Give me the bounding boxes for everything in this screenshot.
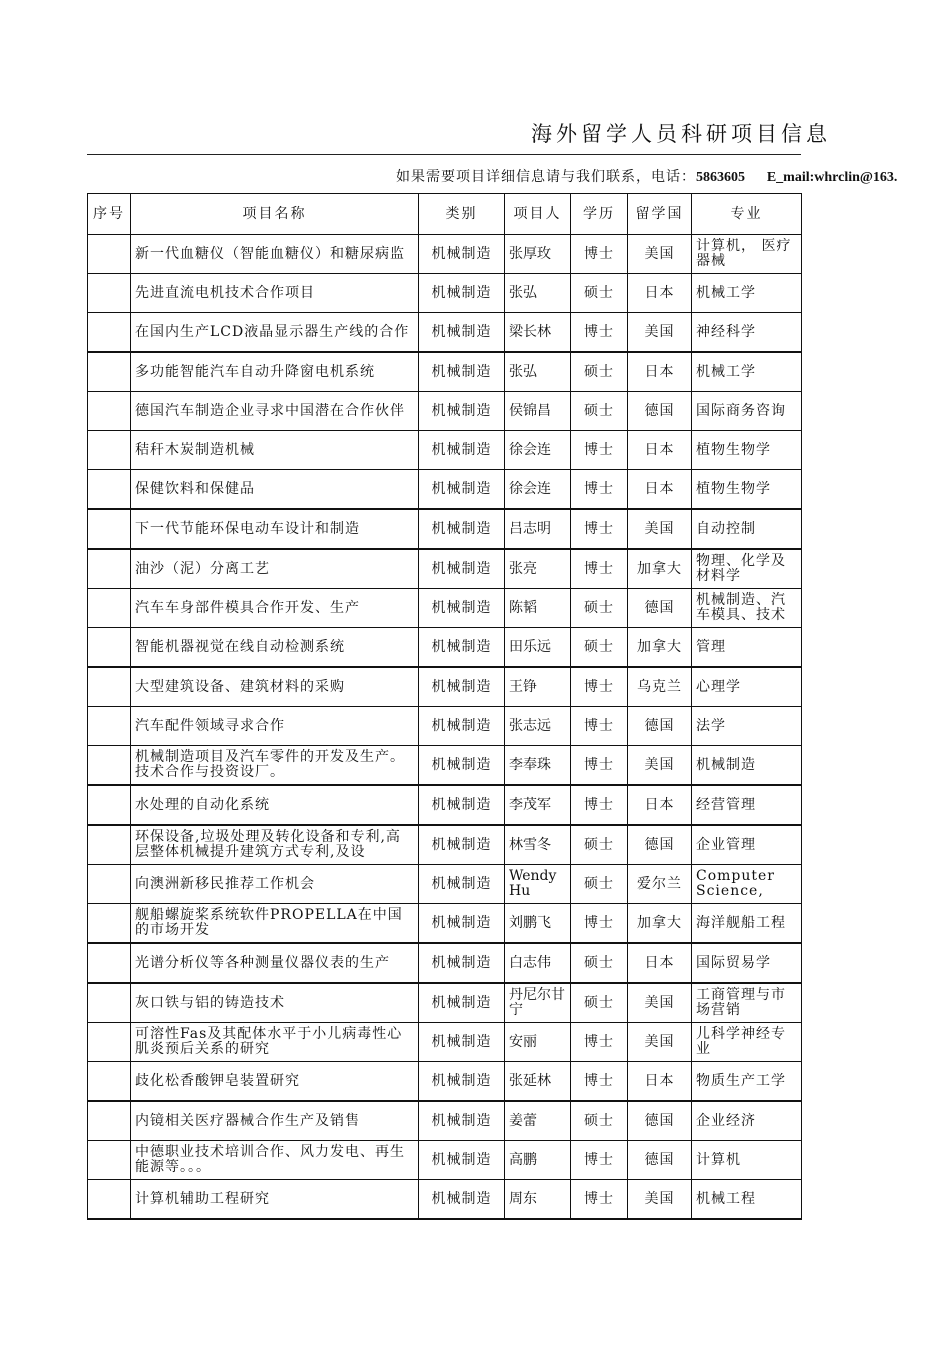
table-row [88,943,802,983]
category-cell: 机械制造 [419,1023,505,1062]
degree-cell: 硕士 [571,392,628,431]
contact-line [396,166,897,186]
major-cell: Computer Science, [692,865,802,904]
major-cell: 物理、化学及材料学 [692,549,802,589]
index-cell [88,1101,131,1141]
country-cell: 美国 [628,313,692,353]
degree-cell: 硕士 [571,865,628,904]
person-cell: 陈韬 [505,589,571,628]
index-cell [88,509,131,549]
category-cell: 机械制造 [419,825,505,865]
category-cell: 机械制造 [419,707,505,746]
contact-phone: 5863605 [696,170,745,185]
table-row [88,865,802,904]
person-cell: 吕志明 [505,509,571,549]
project-name-cell: 向澳洲新移民推荐工作机会 [131,865,419,904]
project-name-cell: 油沙（泥）分离工艺 [131,549,419,589]
category-cell: 机械制造 [419,746,505,786]
contact-text: 如果需要项目详细信息请与我们联系，电话： [396,169,696,185]
project-name-cell: 先进直流电机技术合作项目 [131,274,419,313]
category-cell: 机械制造 [419,904,505,944]
major-cell: 儿科学神经专业 [692,1023,802,1062]
person-cell: 徐会连 [505,431,571,470]
person-cell: 侯锦昌 [505,392,571,431]
country-cell: 德国 [628,392,692,431]
index-cell [88,1062,131,1102]
country-cell: 德国 [628,1101,692,1141]
index-cell [88,667,131,707]
degree-cell: 硕士 [571,628,628,668]
project-name-cell: 德国汽车制造企业寻求中国潜在合作伙伴 [131,392,419,431]
project-table [87,193,802,1220]
project-name-cell: 秸秆木炭制造机械 [131,431,419,470]
country-cell: 美国 [628,983,692,1023]
degree-cell: 博士 [571,1180,628,1220]
country-cell: 日本 [628,785,692,825]
index-cell [88,313,131,353]
person-cell: 周东 [505,1180,571,1220]
country-cell: 德国 [628,825,692,865]
country-cell: 爱尔兰 [628,865,692,904]
degree-cell: 硕士 [571,1101,628,1141]
degree-cell: 硕士 [571,825,628,865]
category-cell: 机械制造 [419,1101,505,1141]
index-cell [88,904,131,944]
country-cell: 日本 [628,943,692,983]
category-cell: 机械制造 [419,1062,505,1102]
table-row [88,470,802,510]
category-cell: 机械制造 [419,392,505,431]
country-cell: 德国 [628,707,692,746]
table-row [88,274,802,313]
category-cell: 机械制造 [419,352,505,392]
table-row [88,1101,802,1141]
category-cell: 机械制造 [419,1180,505,1220]
country-cell: 日本 [628,470,692,510]
index-cell [88,746,131,786]
index-cell [88,589,131,628]
person-cell: Wendy Hu [505,865,571,904]
major-cell: 自动控制 [692,509,802,549]
person-cell: 李茂军 [505,785,571,825]
degree-cell: 博士 [571,431,628,470]
person-cell: 安丽 [505,1023,571,1062]
table-row [88,667,802,707]
country-cell: 日本 [628,274,692,313]
major-cell: 企业管理 [692,825,802,865]
table-row [88,1023,802,1062]
country-cell: 美国 [628,746,692,786]
degree-cell: 硕士 [571,274,628,313]
index-cell [88,785,131,825]
major-cell: 机械制造、汽车模具、技术 [692,589,802,628]
project-name-cell: 汽车配件领域寻求合作 [131,707,419,746]
project-name-cell: 多功能智能汽车自动升降窗电机系统 [131,352,419,392]
category-cell: 机械制造 [419,235,505,274]
table-row [88,313,802,353]
contact-email: E_mail:whrclin@163. [766,170,898,185]
person-cell: 林雪冬 [505,825,571,865]
project-name-cell: 歧化松香酸钾皂装置研究 [131,1062,419,1102]
major-cell: 机械工程 [692,1180,802,1220]
index-cell [88,983,131,1023]
project-name-cell: 计算机辅助工程研究 [131,1180,419,1220]
degree-cell: 博士 [571,1023,628,1062]
category-cell: 机械制造 [419,274,505,313]
major-cell: 心理学 [692,667,802,707]
table-row [88,983,802,1023]
index-cell [88,825,131,865]
category-cell: 机械制造 [419,628,505,668]
project-name-cell: 保健饮料和保健品 [131,470,419,510]
table-header-row [88,194,802,235]
project-name-cell: 水处理的自动化系统 [131,785,419,825]
index-cell [88,943,131,983]
col-header-country: 留学国 [628,194,692,235]
index-cell [88,549,131,589]
project-name-cell: 中德职业技术培训合作、风力发电、再生能源等。。。 [131,1141,419,1180]
country-cell: 日本 [628,352,692,392]
person-cell: 刘鹏飞 [505,904,571,944]
table-row [88,549,802,589]
degree-cell: 博士 [571,785,628,825]
table-row [88,1180,802,1220]
person-cell: 李奉珠 [505,746,571,786]
category-cell: 机械制造 [419,667,505,707]
category-cell: 机械制造 [419,589,505,628]
category-cell: 机械制造 [419,785,505,825]
degree-cell: 硕士 [571,589,628,628]
country-cell: 美国 [628,509,692,549]
project-name-cell: 机械制造项目及汽车零件的开发及生产。技术合作与投资设厂。 [131,746,419,786]
table-row [88,431,802,470]
person-cell: 张弘 [505,274,571,313]
project-name-cell: 新一代血糖仪（智能血糖仪）和糖尿病监 [131,235,419,274]
country-cell: 日本 [628,1062,692,1102]
index-cell [88,1141,131,1180]
major-cell: 法学 [692,707,802,746]
person-cell: 姜蕾 [505,1101,571,1141]
category-cell: 机械制造 [419,865,505,904]
col-header-index: 序号 [88,194,131,235]
table-row [88,1141,802,1180]
category-cell: 机械制造 [419,549,505,589]
major-cell: 机械工学 [692,352,802,392]
project-name-cell: 内镜相关医疗器械合作生产及销售 [131,1101,419,1141]
table-row [88,589,802,628]
index-cell [88,431,131,470]
degree-cell: 博士 [571,904,628,944]
project-name-cell: 大型建筑设备、建筑材料的采购 [131,667,419,707]
category-cell: 机械制造 [419,470,505,510]
title-divider [87,154,801,155]
project-name-cell: 灰口铁与铝的铸造技术 [131,983,419,1023]
major-cell: 植物生物学 [692,470,802,510]
country-cell: 日本 [628,431,692,470]
index-cell [88,392,131,431]
country-cell: 美国 [628,1023,692,1062]
category-cell: 机械制造 [419,943,505,983]
project-name-cell: 汽车车身部件模具合作开发、生产 [131,589,419,628]
table-row [88,707,802,746]
degree-cell: 博士 [571,667,628,707]
category-cell: 机械制造 [419,431,505,470]
category-cell: 机械制造 [419,509,505,549]
major-cell: 机械制造 [692,746,802,786]
degree-cell: 硕士 [571,352,628,392]
person-cell: 丹尼尔甘宁 [505,983,571,1023]
category-cell: 机械制造 [419,313,505,353]
index-cell [88,1023,131,1062]
degree-cell: 博士 [571,1062,628,1102]
table-row [88,825,802,865]
person-cell: 张志远 [505,707,571,746]
country-cell: 加拿大 [628,904,692,944]
project-name-cell: 智能机器视觉在线自动检测系统 [131,628,419,668]
country-cell: 加拿大 [628,628,692,668]
page-title: 海外留学人员科研项目信息 [531,122,831,146]
col-header-project-name: 项目名称 [131,194,419,235]
index-cell [88,865,131,904]
person-cell: 张延林 [505,1062,571,1102]
degree-cell: 博士 [571,313,628,353]
major-cell: 国际贸易学 [692,943,802,983]
col-header-person: 项目人 [505,194,571,235]
table-row [88,352,802,392]
degree-cell: 博士 [571,1141,628,1180]
degree-cell: 博士 [571,549,628,589]
degree-cell: 硕士 [571,943,628,983]
index-cell [88,1180,131,1220]
country-cell: 美国 [628,1180,692,1220]
table-row [88,904,802,944]
person-cell: 张厚玫 [505,235,571,274]
table-row [88,235,802,274]
project-name-cell: 舰船螺旋桨系统软件PROPELLA在中国的市场开发 [131,904,419,944]
project-name-cell: 环保设备,垃圾处理及转化设备和专利,高层整体机械提升建筑方式专利,及设 [131,825,419,865]
major-cell: 植物生物学 [692,431,802,470]
major-cell: 神经科学 [692,313,802,353]
person-cell: 白志伟 [505,943,571,983]
major-cell: 机械工学 [692,274,802,313]
index-cell [88,274,131,313]
major-cell: 管理 [692,628,802,668]
major-cell: 工商管理与市场营销 [692,983,802,1023]
project-name-cell: 可溶性Fas及其配体水平于小儿病毒性心肌炎预后关系的研究 [131,1023,419,1062]
degree-cell: 博士 [571,235,628,274]
degree-cell: 博士 [571,746,628,786]
person-cell: 张亮 [505,549,571,589]
index-cell [88,628,131,668]
project-name-cell: 光谱分析仪等各种测量仪器仪表的生产 [131,943,419,983]
degree-cell: 博士 [571,509,628,549]
major-cell: 物质生产工学 [692,1062,802,1102]
major-cell: 计算机 [692,1141,802,1180]
person-cell: 田乐远 [505,628,571,668]
index-cell [88,235,131,274]
table-row [88,628,802,668]
major-cell: 企业经济 [692,1101,802,1141]
col-header-degree: 学历 [571,194,628,235]
major-cell: 国际商务咨询 [692,392,802,431]
index-cell [88,352,131,392]
table-row [88,746,802,786]
degree-cell: 硕士 [571,983,628,1023]
col-header-major: 专业 [692,194,802,235]
country-cell: 美国 [628,235,692,274]
country-cell: 德国 [628,589,692,628]
table-row [88,509,802,549]
major-cell: 海洋舰船工程 [692,904,802,944]
degree-cell: 博士 [571,470,628,510]
table-row [88,1062,802,1102]
country-cell: 乌克兰 [628,667,692,707]
project-name-cell: 在国内生产LCD液晶显示器生产线的合作 [131,313,419,353]
person-cell: 王铮 [505,667,571,707]
major-cell: 计算机， 医疗器械 [692,235,802,274]
table-row [88,785,802,825]
category-cell: 机械制造 [419,983,505,1023]
index-cell [88,470,131,510]
person-cell: 梁长林 [505,313,571,353]
category-cell: 机械制造 [419,1141,505,1180]
country-cell: 德国 [628,1141,692,1180]
person-cell: 张弘 [505,352,571,392]
country-cell: 加拿大 [628,549,692,589]
col-header-category: 类别 [419,194,505,235]
table-row [88,392,802,431]
degree-cell: 博士 [571,707,628,746]
major-cell: 经营管理 [692,785,802,825]
index-cell [88,707,131,746]
person-cell: 徐会连 [505,470,571,510]
project-name-cell: 下一代节能环保电动车设计和制造 [131,509,419,549]
person-cell: 高鹏 [505,1141,571,1180]
